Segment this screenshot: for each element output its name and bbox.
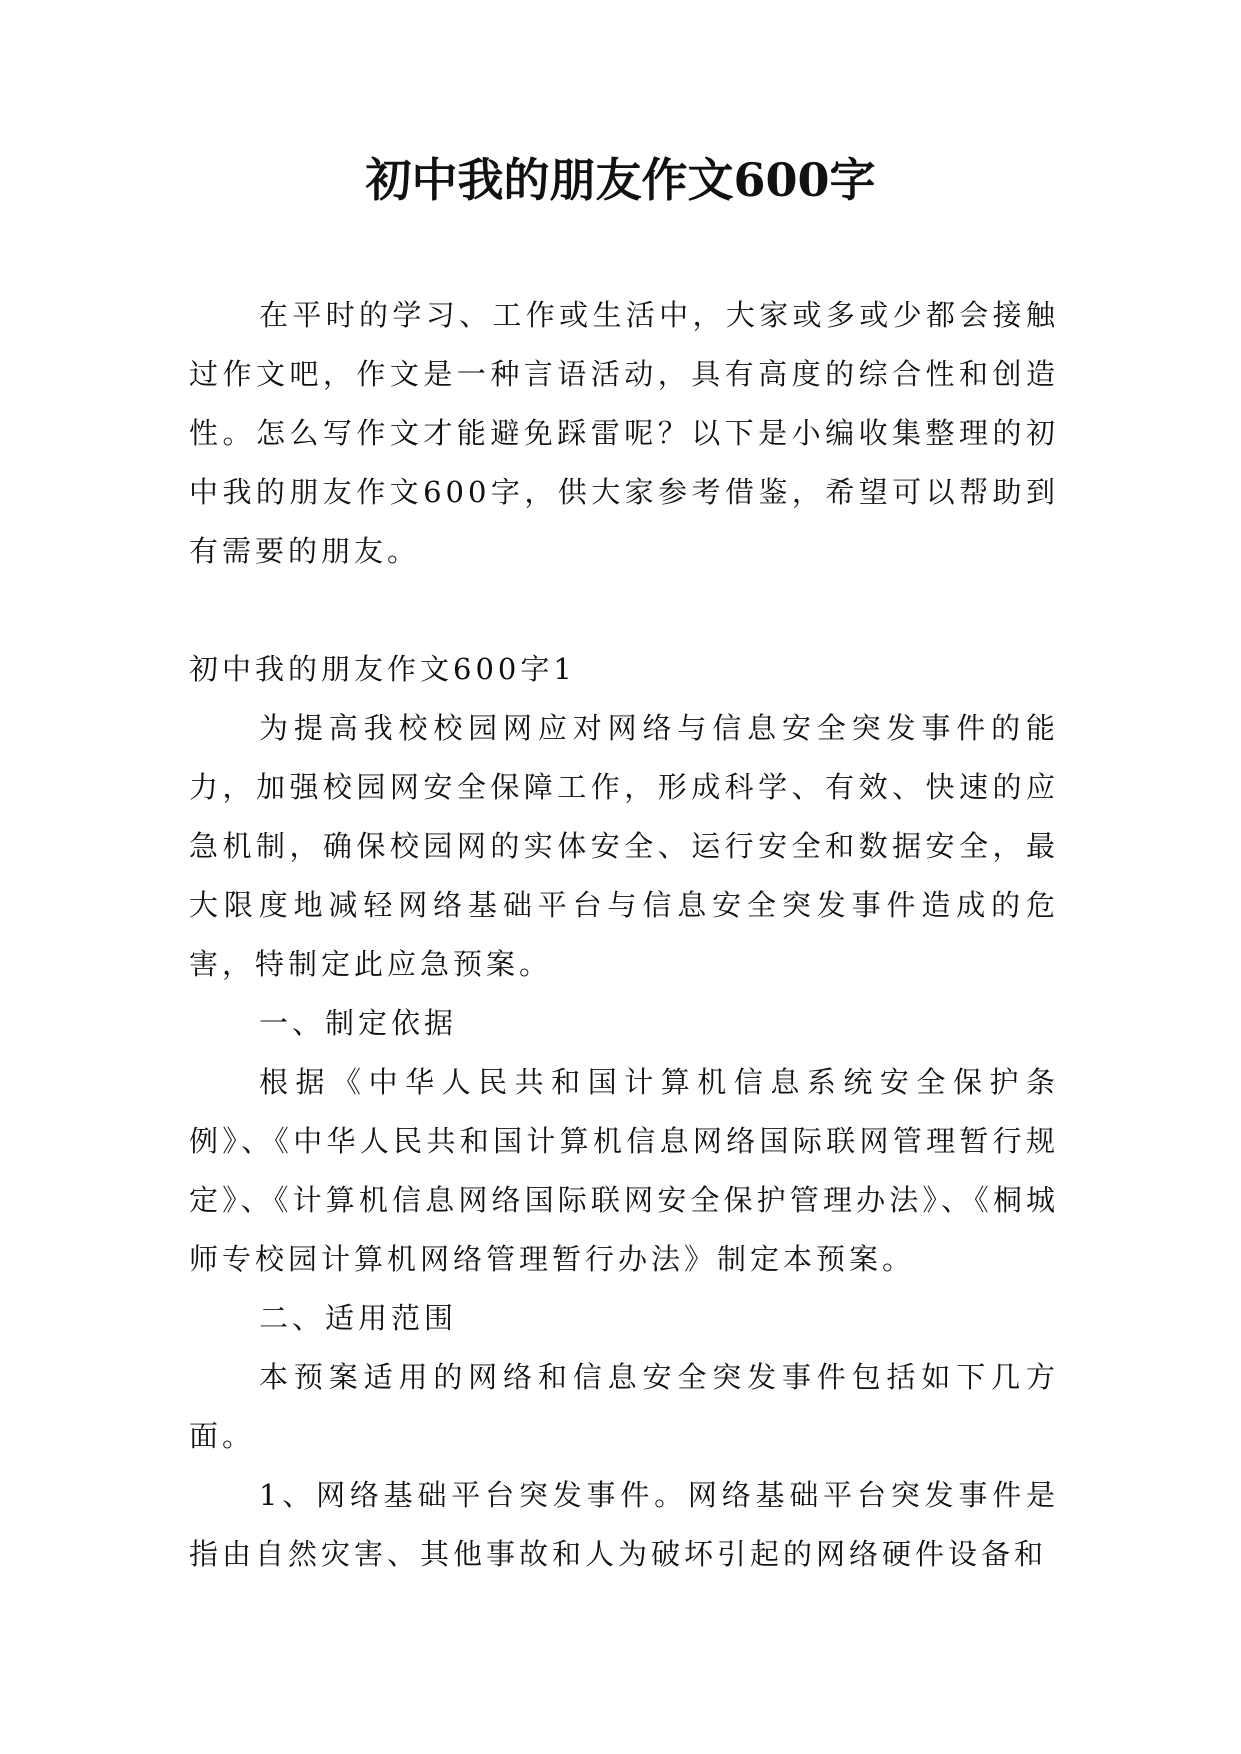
body-paragraph-1: 为提高我校校园网应对网络与信息安全突发事件的能力，加强校园网安全保障工作，形成科学、有效、快速的应急机制，确保校园网的实体安全、运行安全和数据安全，最大限度地减轻网络基础平台与信息安全突发事件造成的危害，特制定此应急预案。 [189,711,1059,981]
heading-basis: 一、制定依据 [259,1006,458,1040]
document-body [189,286,1059,1584]
section-heading: 初中我的朋友作文600字1 [189,652,576,686]
document-title: 初中我的朋友作文600字 [365,153,876,207]
intro-paragraph: 在平时的学习、工作或生活中，大家或多或少都会接触过作文吧，作文是一种言语活动，具有高度的综合性和创造性。怎么写作文才能避免踩雷呢？以下是小编收集整理的初中我的朋友作文600字，供大家参考借鉴，希望可以帮助到有需要的朋友。 [189,298,1059,568]
body-paragraph-4: 1、网络基础平台突发事件。网络基础平台突发事件是指由自然灾害、其他事故和人为破坏引起的网络硬件设备和 [189,1478,1059,1571]
paragraph-gap [189,581,1059,640]
heading-scope: 二、适用范围 [259,1301,458,1335]
body-paragraph-3: 本预案适用的网络和信息安全突发事件包括如下几方面。 [189,1360,1059,1453]
body-paragraph-2: 根据《中华人民共和国计算机信息系统安全保护条例》、《中华人民共和国计算机信息网络国际联网管理暂行规定》、《计算机信息网络国际联网安全保护管理办法》、《桐城师专校园计算机网络管理暂行办法》制定本预案。 [189,1065,1059,1276]
